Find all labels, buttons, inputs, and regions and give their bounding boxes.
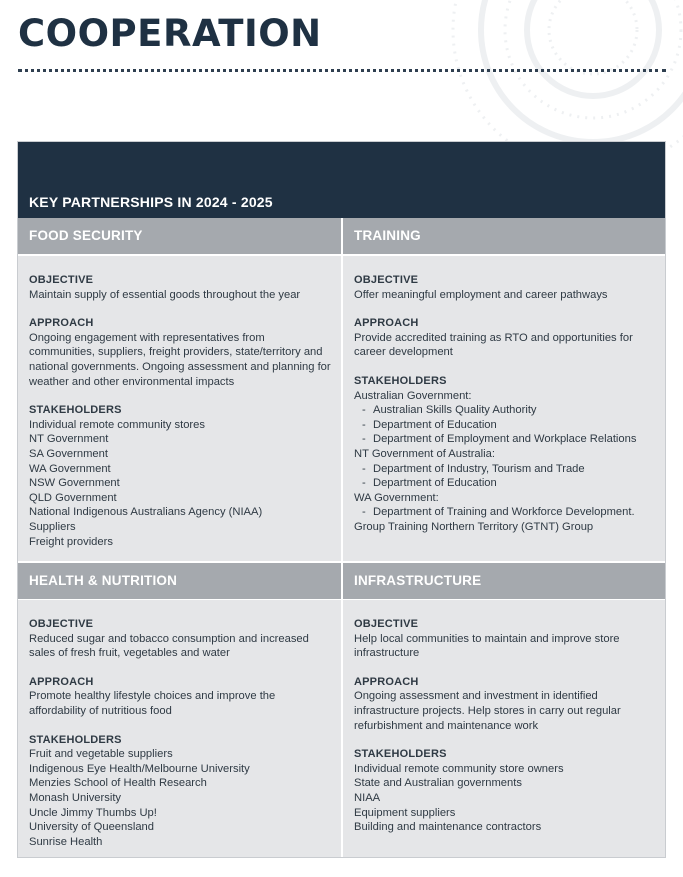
list-item: WA Government <box>29 462 111 475</box>
list-item: WA Government: <box>354 491 439 504</box>
objective-text: Help local communities to maintain and improve store infrastructure <box>354 632 620 660</box>
list-item: Indigenous Eye Health/Melbourne University <box>29 762 250 775</box>
row-divider <box>18 561 665 563</box>
stakeholders-label: STAKEHOLDERS <box>354 748 447 761</box>
list-item: National Indigenous Australians Agency (NIAA) <box>29 506 263 519</box>
list-item: Uncle Jimmy Thumbs Up! <box>29 806 157 819</box>
list-item: Monash University <box>29 791 122 804</box>
list-item: NT Government <box>29 433 109 446</box>
objective-label: OBJECTIVE <box>354 618 419 630</box>
list-item: Group Training Northern Territory (GTNT) Group <box>354 520 594 533</box>
objective-text: Maintain supply of essential goods throughout the year <box>29 288 301 301</box>
objective-text: Offer meaningful employment and career pathways <box>354 288 608 301</box>
list-item: Building and maintenance contractors <box>354 821 542 834</box>
list-item: Freight providers <box>29 535 113 548</box>
section-title: HEALTH & NUTRITION <box>29 573 178 588</box>
stakeholders-label: STAKEHOLDERS <box>354 374 447 387</box>
dash: - <box>362 462 366 475</box>
list-subitem-text: Australian Skills Quality Authority <box>373 404 537 417</box>
section-header-training <box>343 218 665 254</box>
section-header-food-security <box>18 218 341 254</box>
partnerships-table <box>17 141 666 858</box>
list-item: QLD Government <box>29 491 117 504</box>
list-item: Equipment suppliers <box>354 806 456 819</box>
section-header-health-nutrition <box>18 563 341 599</box>
list-item: Individual remote community store owners <box>354 762 564 775</box>
section-title: INFRASTRUCTURE <box>354 573 482 588</box>
dash: - <box>362 506 366 519</box>
table-header <box>18 142 665 218</box>
list-item: Individual remote community stores <box>29 418 205 431</box>
stakeholders-list <box>29 418 333 549</box>
column-divider <box>341 218 343 857</box>
section-body-training <box>343 256 665 561</box>
approach-text: Ongoing assessment and investment in identified infrastructure projects. Help stores in carry out regular refurbishment and maintenance work <box>354 690 621 732</box>
list-item: Sunrise Health <box>29 835 103 848</box>
list-item: University of Queensland <box>29 821 154 834</box>
approach-text: Provide accredited training as RTO and opportunities for career development <box>354 331 633 359</box>
stakeholders-list <box>354 762 657 835</box>
dotted-divider <box>18 69 666 72</box>
list-subitem <box>354 505 657 520</box>
list-item: State and Australian governments <box>354 777 522 790</box>
list-subitem <box>354 462 657 477</box>
list-item: Suppliers <box>29 520 76 533</box>
list-item: NT Government of Australia: <box>354 447 495 460</box>
section-body-food-security <box>18 256 341 561</box>
section-title: TRAINING <box>354 228 421 243</box>
decorative-circles <box>443 0 683 160</box>
list-item: Fruit and vegetable suppliers <box>29 748 173 761</box>
approach-label: APPROACH <box>354 675 419 688</box>
objective-label: OBJECTIVE <box>354 274 419 286</box>
list-item: NSW Government <box>29 477 120 490</box>
section-header-infrastructure <box>343 563 665 599</box>
approach-text: Promote healthy lifestyle choices and improve the affordability of nutritious food <box>29 690 276 717</box>
stakeholders-label: STAKEHOLDERS <box>29 404 122 417</box>
page-title: COOPERATION <box>18 12 322 55</box>
list-subitem-text: Department of Education <box>373 477 497 490</box>
list-subitem <box>354 476 657 491</box>
dash: - <box>362 433 366 446</box>
list-item: NIAA <box>354 791 381 804</box>
list-item: Menzies School of Health Research <box>29 777 207 790</box>
approach-text: Ongoing engagement with representatives from communities, suppliers, freight providers, state/territory and national governments. Ongoing assessment and planning for weather and other environmental impacts <box>29 331 331 388</box>
list-subitem-text: Department of Employment and Workplace Relations <box>373 433 637 446</box>
stakeholders-label: STAKEHOLDERS <box>29 733 122 746</box>
stakeholders-list <box>354 389 657 535</box>
list-item: SA Government <box>29 447 108 460</box>
list-subitem-text: Department of Training and Workforce Development. <box>373 506 635 519</box>
objective-text: Reduced sugar and tobacco consumption and increased sales of fresh fruit, vegetables and water <box>29 632 309 660</box>
stakeholders-list <box>29 747 333 849</box>
section-body-health-nutrition <box>18 600 341 857</box>
approach-label: APPROACH <box>29 675 94 688</box>
approach-label: APPROACH <box>354 317 419 330</box>
dash: - <box>362 404 366 417</box>
list-subitem <box>354 403 657 418</box>
list-subitem <box>354 432 657 447</box>
section-body-infrastructure <box>343 600 665 857</box>
section-title: FOOD SECURITY <box>29 228 143 243</box>
dash: - <box>362 477 366 490</box>
approach-label: APPROACH <box>29 317 94 330</box>
table-header-title: KEY PARTNERSHIPS IN 2024 - 2025 <box>29 194 273 210</box>
objective-label: OBJECTIVE <box>29 618 94 630</box>
objective-label: OBJECTIVE <box>29 274 94 286</box>
list-subitem-text: Department of Industry, Tourism and Trade <box>373 462 585 475</box>
list-subitem <box>354 418 657 433</box>
list-subitem-text: Department of Education <box>373 418 497 431</box>
dash: - <box>362 418 366 431</box>
list-item: Australian Government: <box>354 389 472 402</box>
